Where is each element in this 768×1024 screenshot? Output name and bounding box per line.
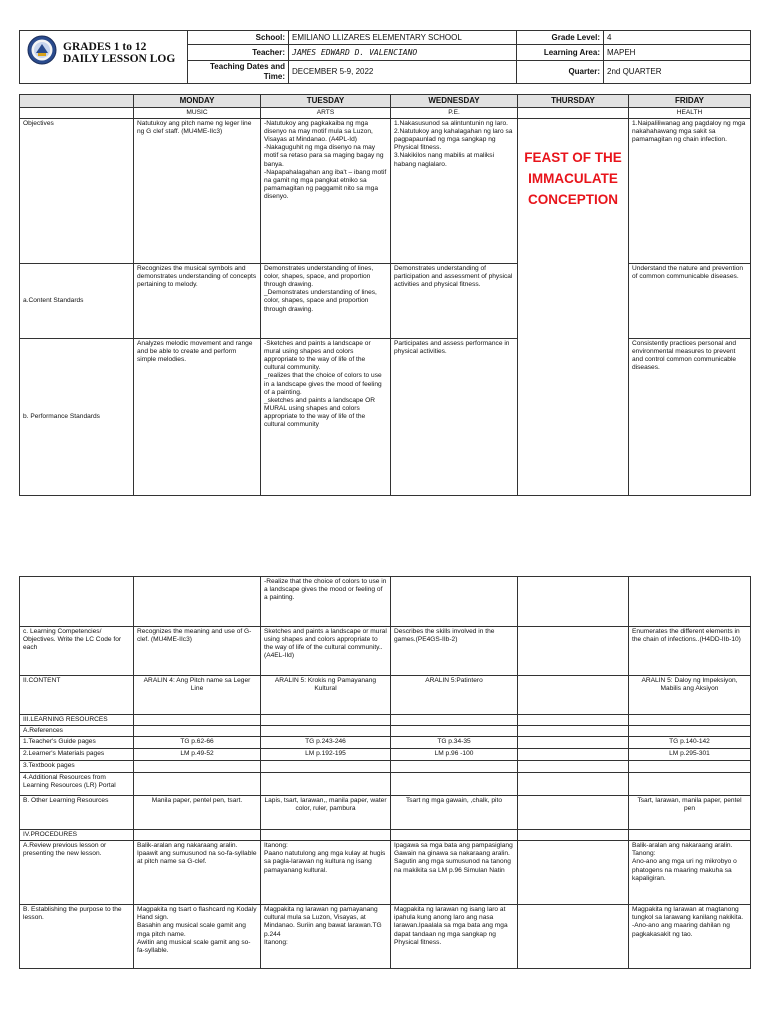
table-row (20, 577, 751, 627)
table-row (20, 761, 751, 773)
table-row (20, 119, 751, 264)
tuesday-cell: LM p.192-195 (261, 749, 391, 761)
monday-cell: TG p.62-66 (134, 737, 261, 749)
feast-holiday-note: FEAST OF THE IMMACULATE CONCEPTION (518, 119, 629, 496)
friday-cell: LM p.295-301 (629, 749, 751, 761)
friday-cell (629, 715, 751, 726)
row-label: B. Establishing the purpose to the lesson. (20, 905, 134, 969)
row-label: 3.Textbook pages (20, 761, 134, 773)
learning-area-label: Learning Area: (517, 45, 604, 61)
subject-header: HEALTH (629, 108, 751, 119)
monday-cell (134, 773, 261, 796)
thursday-cell (518, 773, 629, 796)
friday-cell (629, 577, 751, 627)
row-label: c. Learning Competencies/ Objectives. Write the LC Code for each (20, 627, 134, 676)
table-row (20, 737, 751, 749)
wednesday-cell (391, 761, 518, 773)
table-row (20, 905, 751, 969)
grade-level-label: Grade Level: (517, 31, 604, 45)
thursday-cell (518, 796, 629, 830)
thursday-cell (518, 749, 629, 761)
table-row (20, 339, 751, 496)
day-header: WEDNESDAY (391, 95, 518, 108)
header-table (19, 30, 751, 84)
table-row (20, 264, 751, 339)
table-row (20, 830, 751, 841)
title-line-1: GRADES 1 to 12 (63, 41, 147, 53)
teaching-dates-value: DECEMBER 5-9, 2022 (289, 61, 517, 84)
wednesday-cell: TG p.34-35 (391, 737, 518, 749)
row-label: A.Review previous lesson or presenting the new lesson. (20, 841, 134, 905)
wednesday-cell: 1.Nakasusunod sa alintuntunin ng laro. 2.Natutukoy ang kahalagahan ng laro sa pagpapaunlad ng mga sangkap ng Physical fitness. 3.Nakikilos nang mabilis at maliksi habang naglalaro. (391, 119, 518, 264)
wednesday-cell: Ipagawa sa mga bata ang pampasiglang Gawain na ginawa sa nakaraang aralin. Sagutin ang mga sumusunod na tanong na makikita sa LM p.96 Simulan Natin (391, 841, 518, 905)
monday-cell: Natutukoy ang pitch name ng leger line ng G clef staff. (MU4ME-IIc3) (134, 119, 261, 264)
row-label: B. Other Learning Resources (20, 796, 134, 830)
day-header: THURSDAY (518, 95, 629, 108)
row-label: IV.PROCEDURES (20, 830, 134, 841)
subject-header: P.E. (391, 108, 518, 119)
tuesday-cell (261, 773, 391, 796)
thursday-cell (518, 841, 629, 905)
row-label: III.LEARNING RESOURCES (20, 715, 134, 726)
row-label (20, 577, 134, 627)
wednesday-cell (391, 773, 518, 796)
friday-cell (629, 726, 751, 737)
tuesday-cell (261, 726, 391, 737)
table-row (20, 796, 751, 830)
tuesday-cell (261, 830, 391, 841)
friday-cell (629, 761, 751, 773)
friday-cell: Enumerates the different elements in the chain of infections..(H4DD-IIb-10) (629, 627, 751, 676)
thursday-cell (518, 761, 629, 773)
table-row (20, 627, 751, 676)
row-label: Objectives (20, 119, 134, 264)
monday-cell: LM p.49-52 (134, 749, 261, 761)
thursday-cell (518, 676, 629, 715)
friday-cell: ARALIN 5: Daloy ng Impeksiyon, Mabilis ang Aksiyon (629, 676, 751, 715)
lesson-table-part-2 (19, 576, 751, 969)
monday-cell: Recognizes the musical symbols and demonstrates understanding of concepts pertaining to melody. (134, 264, 261, 339)
learning-area-value: MAPEH (604, 45, 751, 61)
monday-cell (134, 577, 261, 627)
monday-cell: Analyzes melodic movement and range and be able to create and perform simple melodies. (134, 339, 261, 496)
wednesday-cell: Tsart ng mga gawain, ,chalk, pito (391, 796, 518, 830)
monday-cell: Magpakita ng tsart o flashcard ng Kodaly Hand sign. Basahin ang musical scale gamit ang mga pitch name. Awitin ang musical scale gamit ang so-fa-syllable. (134, 905, 261, 969)
thursday-cell (518, 905, 629, 969)
wednesday-cell (391, 830, 518, 841)
table-row (20, 773, 751, 796)
subject-header: ARTS (261, 108, 391, 119)
wednesday-cell: Demonstrates understanding of participation and assessment of physical activities and physical fitness. (391, 264, 518, 339)
day-header: FRIDAY (629, 95, 751, 108)
tuesday-cell: -Sketches and paints a landscape or mural using shapes and colors appropriate to the way of life of the cultural community. _realizes that the choice of colors to use in a landscape gives the mood of feeling of a painting. _sketches and paints a landscape OR MURAL using shapes and colors appropriate to the way of life of the cultural community (261, 339, 391, 496)
school-label: School: (188, 31, 289, 45)
wednesday-cell: Describes the skills involved in the games.(PE4GS-IIb-2) (391, 627, 518, 676)
row-label: 1.Teacher's Guide pages (20, 737, 134, 749)
teacher-value: JAMES EDWARD D. VALENCIANO (289, 45, 517, 61)
row-label: 4.Additional Resources from Learning Resources (LR) Portal (20, 773, 134, 796)
row-label: A.References (20, 726, 134, 737)
lesson-table-part-1 (19, 94, 751, 496)
tuesday-cell: ARALIN 5: Krokis ng Pamayanang Kultural (261, 676, 391, 715)
quarter-label: Quarter: (517, 61, 604, 84)
tuesday-cell: TG p.243-246 (261, 737, 391, 749)
thursday-cell (518, 726, 629, 737)
friday-cell: Consistently practices personal and environmental measures to prevent and control common communicable diseases. (629, 339, 751, 496)
corner-cell (20, 95, 134, 108)
friday-cell (629, 773, 751, 796)
title-line-2: DAILY LESSON LOG (63, 53, 176, 65)
wednesday-cell (391, 577, 518, 627)
friday-cell: Balik-aralan ang nakaraang aralin. Tanong: Ano-ano ang mga uri ng mikrobyo o phatogens na maaring makuha sa kapaligiran. (629, 841, 751, 905)
table-row (20, 841, 751, 905)
grade-level-value: 4 (604, 31, 751, 45)
table-row (20, 715, 751, 726)
table-row (20, 749, 751, 761)
thursday-cell (518, 830, 629, 841)
tuesday-cell: -Realize that the choice of colors to use in a landscape gives the mood or feeling of a painting. (261, 577, 391, 627)
day-header: TUESDAY (261, 95, 391, 108)
thursday-cell (518, 627, 629, 676)
monday-cell: Manila paper, pentel pen, tsart. (134, 796, 261, 830)
teaching-dates-label: Teaching Dates and Time: (188, 61, 289, 84)
tuesday-cell: Lapis, tsart, larawan,, manila paper, water color, ruler, pambura (261, 796, 391, 830)
friday-cell: Tsart, larawan, manila paper, pentel pen (629, 796, 751, 830)
wednesday-cell (391, 715, 518, 726)
monday-cell: ARALIN 4: Ang Pitch name sa Leger Line (134, 676, 261, 715)
tuesday-cell: -Natutukoy ang pagkakaiba ng mga disenyo na may motif mula sa Luzon, Visayas at Mindanao. (A4PL-Id) -Nakaguguhit ng mga disenyo na may motif sa retaso para sa maging bagay ng banya. -Napapahalagahan ang iba't – ibang motif na gamit ng mga pangkat etniko sa pamamagitan ng paggamit nito sa mga disenyo. (261, 119, 391, 264)
row-label: a.Content Standards (20, 264, 134, 339)
friday-cell: Magpakita ng larawan at magtanong tungkol sa larawang kanilang nakikita. -Ano-ano ang maaring dahilan ng pagkakasakit ng tao. (629, 905, 751, 969)
monday-cell (134, 726, 261, 737)
header-logo-cell (20, 31, 188, 84)
monday-cell: Recognizes the meaning and use of G-clef. (MU4ME-IIc3) (134, 627, 261, 676)
deped-seal-icon (27, 35, 57, 65)
quarter-value: 2nd QUARTER (604, 61, 751, 84)
day-header: MONDAY (134, 95, 261, 108)
subject-corner-cell (20, 108, 134, 119)
tuesday-cell: Sketches and paints a landscape or mural using shapes and colors appropriate to the way of life of the cultural community.. (A4EL-IId) (261, 627, 391, 676)
row-label: 2.Learner's Materials pages (20, 749, 134, 761)
row-label: II.CONTENT (20, 676, 134, 715)
wednesday-cell (391, 726, 518, 737)
tuesday-cell: Demonstrates understanding of lines, color, shapes, space, and proportion through drawing. _Demonstrates understanding of lines, color, shapes, space and proportion through drawing. (261, 264, 391, 339)
lesson-log-title (63, 41, 175, 65)
monday-cell (134, 715, 261, 726)
friday-cell: TG p.140-142 (629, 737, 751, 749)
wednesday-cell: Magpakita ng larawan ng isang laro at ipahula kung anong laro ang nasa larawan.Ipaalala sa mga bata ang mga dapat tandaan ng mga sangkap ng Physical fitness. (391, 905, 518, 969)
subject-header: MUSIC (134, 108, 261, 119)
friday-cell: Understand the nature and prevention of common communicable diseases. (629, 264, 751, 339)
wednesday-cell: ARALIN 5:Patintero (391, 676, 518, 715)
monday-cell (134, 830, 261, 841)
wednesday-cell: Participates and assess performance in physical activities. (391, 339, 518, 496)
table-row (20, 726, 751, 737)
tuesday-cell: Itanong: Paano natutulong ang mga kulay at hugis sa pagla-larawan ng kultura ng isang pamayanang kultural. (261, 841, 391, 905)
monday-cell (134, 761, 261, 773)
teacher-label: Teacher: (188, 45, 289, 61)
friday-cell (629, 830, 751, 841)
thursday-cell (518, 737, 629, 749)
friday-cell: 1.Naipaliliwanag ang pagdaloy ng mga nakahahawang mga sakit sa pamamagitan ng chain infection. (629, 119, 751, 264)
subject-header (518, 108, 629, 119)
tuesday-cell (261, 715, 391, 726)
tuesday-cell (261, 761, 391, 773)
tuesday-cell: Magpakita ng larawan ng pamayanang cultural mula sa Luzon, Visayas, at Mindanao. Suriin ang bawat larawan.TG p.244 Itanong: (261, 905, 391, 969)
row-label: b. Performance Standards (20, 339, 134, 496)
thursday-cell (518, 715, 629, 726)
table-row (20, 676, 751, 715)
monday-cell: Balik-aralan ang nakaraang aralin. Ipaawit ang sumusunod na so-fa-syllable at pitch name sa G-clef. (134, 841, 261, 905)
thursday-cell (518, 577, 629, 627)
school-value: EMILIANO LLIZARES ELEMENTARY SCHOOL (289, 31, 517, 45)
wednesday-cell: LM p.96 -100 (391, 749, 518, 761)
